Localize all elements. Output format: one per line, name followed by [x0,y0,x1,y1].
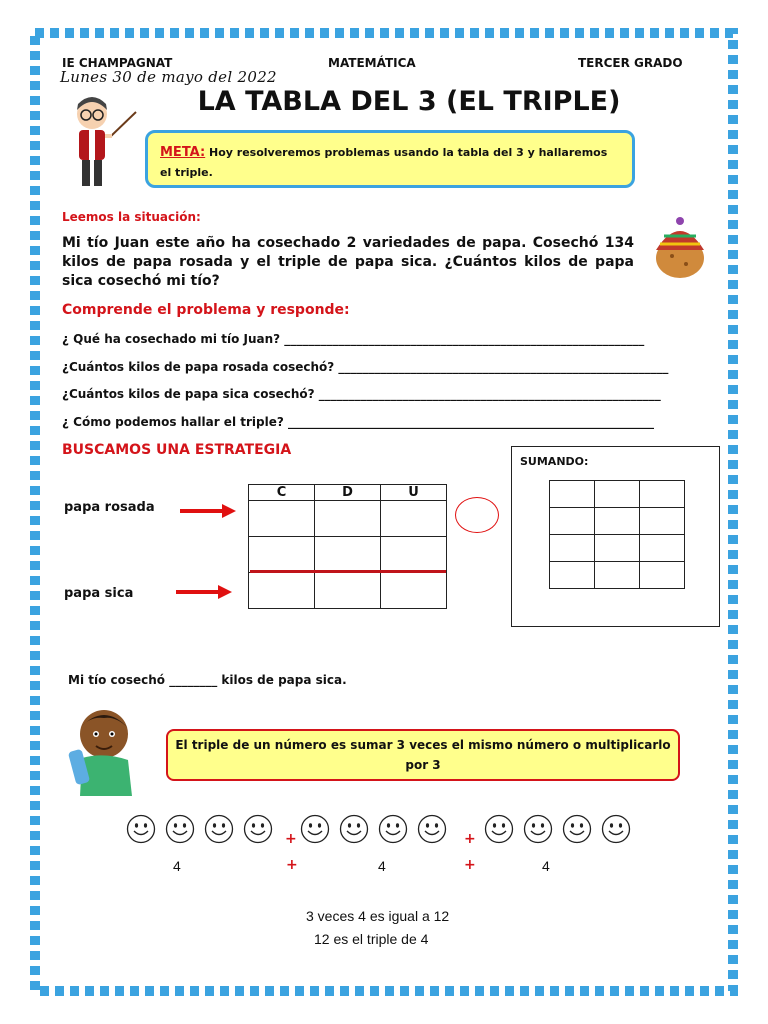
strategy-heading: BUSCAMOS UNA ESTRATEGIA [62,442,292,458]
cdu-cell[interactable] [249,501,315,537]
meta-label: META: [160,145,206,160]
smiley-icon [601,814,631,844]
column-header-u: U [381,485,447,501]
page-title: LA TABLA DEL 3 (EL TRIPLE) [197,86,621,117]
date-text: Lunes 30 de mayo del 2022 [60,68,277,86]
question-2: ¿Cuántos kilos de papa rosada cosechó? _______________________________________________________ [62,360,669,374]
smiley-icon [300,814,330,844]
column-header-c: C [249,485,315,501]
sum-cell[interactable] [550,508,595,535]
cdu-cell[interactable] [249,537,315,573]
subject-name: MATEMÁTICA [328,56,416,70]
meta-text: Hoy resolveremos problemas usando la tabla del 3 y hallaremos el triple. [160,146,608,179]
cdu-cell[interactable] [315,537,381,573]
cdu-table [248,484,447,609]
group-count: 4 [378,858,386,874]
smiley-icon [339,814,369,844]
sum-cell[interactable] [595,508,640,535]
question-4: ¿ Cómo podemos hallar el triple? _____________________________________________________________ [62,415,654,429]
group-count: 4 [173,858,181,874]
smiley-icon [562,814,592,844]
sum-cell[interactable] [595,535,640,562]
sum-line [250,570,446,573]
sum-cell[interactable] [550,535,595,562]
answer-circle[interactable] [455,497,499,533]
smiley-icon [523,814,553,844]
plus-sign: + [285,831,297,847]
tip-box: El triple de un número es sumar 3 veces el mismo número o multiplicarlo por 3 [166,729,680,781]
school-name: IE CHAMPAGNAT [62,56,173,70]
footer-line-2: 12 es el triple de 4 [314,931,429,947]
potato-with-hat-icon [650,216,710,280]
arrow-right-icon [180,502,236,520]
meta-box [145,130,635,188]
sum-cell[interactable] [595,562,640,589]
cdu-cell[interactable] [249,573,315,609]
question-3: ¿Cuántos kilos de papa sica cosechó? _________________________________________________________ [62,387,661,401]
cdu-cell[interactable] [315,573,381,609]
grade-name: TERCER GRADO [578,56,683,70]
comprehension-heading: Comprende el problema y responde: [62,302,350,318]
plus-sign: + [464,831,476,847]
plus-sign: + [286,857,298,873]
smiley-icon [126,814,156,844]
sum-grid [549,480,685,589]
cdu-cell[interactable] [381,501,447,537]
cdu-cell[interactable] [315,501,381,537]
smiley-icon [484,814,514,844]
sum-label: SUMANDO: [520,455,589,468]
sum-cell[interactable] [595,481,640,508]
footer-line-1: 3 veces 4 es igual a 12 [306,908,450,924]
boy-illustration-icon [66,706,136,796]
smiley-icon [417,814,447,844]
cdu-cell[interactable] [381,537,447,573]
sum-box [511,446,720,627]
situation-heading: Leemos la situación: [62,210,201,224]
sum-cell[interactable] [640,481,685,508]
smiley-icon [165,814,195,844]
sum-cell[interactable] [640,508,685,535]
sum-cell[interactable] [550,562,595,589]
column-header-d: D [315,485,381,501]
result-sentence: Mi tío cosechó ________ kilos de papa sica. [68,673,347,687]
papa-sica-label: papa sica [64,586,134,601]
smiley-icon [243,814,273,844]
smiley-icon [378,814,408,844]
cdu-cell[interactable] [381,573,447,609]
sum-cell[interactable] [640,562,685,589]
smiley-icon [204,814,234,844]
situation-text: Mi tío Juan este año ha cosechado 2 variedades de papa. Cosechó 134 kilos de papa rosada y el triple de papa sica. ¿Cuántos kilos de papa sica cosechó mi tío? [62,235,634,289]
question-1: ¿ Qué ha cosechado mi tío Juan? ____________________________________________________________ [62,332,645,346]
papa-rosada-label: papa rosada [64,500,155,515]
sum-cell[interactable] [640,535,685,562]
plus-sign: + [464,857,476,873]
arrow-right-icon [176,583,232,601]
group-count: 4 [542,858,550,874]
sum-cell[interactable] [550,481,595,508]
